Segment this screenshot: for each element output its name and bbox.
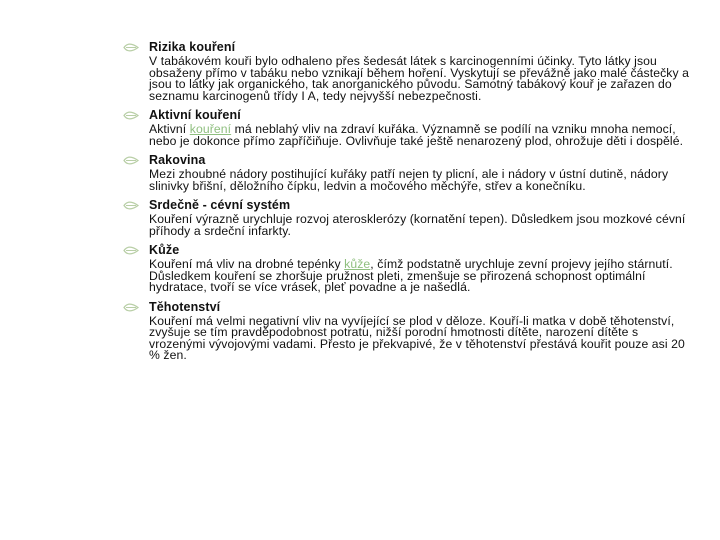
item-text: V tabákovém kouři bylo odhaleno přes šedesát látek s karcinogenními účinky. Tyto látky jsou obsaženy přímo v tabáku nebo vznikají během hoření. Vyskytují se převážně jako malé částečky a jsou to látky jak organického, tak anorganického původu. Samotný tabákový kouř je zařazen do seznamu karcinogenů třídy I A, tedy nejvyšší nebezpečnosti. (149, 54, 690, 103)
list-item (123, 40, 693, 102)
list-item (123, 198, 693, 237)
list-item (123, 108, 693, 147)
leaf-bullet-icon (123, 201, 139, 210)
link-kuze[interactable]: kůže (344, 257, 371, 271)
link-koureni[interactable]: kouření (189, 122, 232, 136)
leaf-bullet-icon (123, 156, 139, 165)
item-heading: Kůže (149, 243, 180, 257)
item-text (149, 259, 693, 294)
item-heading: Srdečně - cévní systém (149, 198, 291, 212)
item-text: Mezi zhoubné nádory postihující kuřáky patří nejen ty plicní, ale i nádory v ústní dutině, nádory slinivky břišní, děložního čípku, ledvin a močového měchýře, střev a konečníku. (149, 167, 669, 193)
item-heading: Těhotenství (149, 299, 221, 314)
leaf-bullet-icon (123, 43, 139, 52)
list-item (123, 153, 693, 192)
list-item (123, 243, 693, 294)
list-item (123, 300, 693, 362)
text-part: má neblahý vliv na zdraví kuřáka. Významně se podílí na vzniku mnoha nemocí, nebo je dokonce přímo zapříčiňuje. Ovlivňuje také ještě nenarozený plod, ohrožuje děti i dospělé. (149, 122, 684, 148)
item-text (149, 124, 693, 147)
item-text: Kouření má velmi negativní vliv na vyvíjející se plod v děloze. Kouří-li matka v době těhotenství, zvyšuje se tím pravděpodobnost potratu, nižší porodní hmotnosti dítěte, narození dítěte s vrozenými vývojovými vadami. Přesto je překvapivé, že v těhotenství přestává kouřit pouze asi 20 % žen. (149, 313, 685, 362)
leaf-bullet-icon (123, 303, 139, 312)
item-heading: Rizika kouření (149, 40, 236, 54)
item-text: Kouření výrazně urychluje rozvoj aterosklerózy (kornatění tepen). Důsledkem jsou mozkové cévní příhody a srdeční infarkty. (149, 212, 686, 238)
item-heading: Rakovina (149, 153, 206, 167)
leaf-bullet-icon (123, 111, 139, 120)
item-heading: Aktivní kouření (149, 108, 241, 122)
text-part: , čímž podstatně urychluje zevní projevy jejího stárnutí. Důsledkem kouření se zhoršuje pružnost pleti, zmenšuje se přirozená schopnost optimální hydratace, tvoří se více vrásek, pleť povadne a je našedlá. (149, 257, 673, 294)
text-part: Aktivní (149, 122, 190, 136)
leaf-bullet-icon (123, 246, 139, 255)
bullet-list (123, 40, 693, 368)
text-part: Kouření má vliv na drobné tepénky (149, 257, 345, 271)
